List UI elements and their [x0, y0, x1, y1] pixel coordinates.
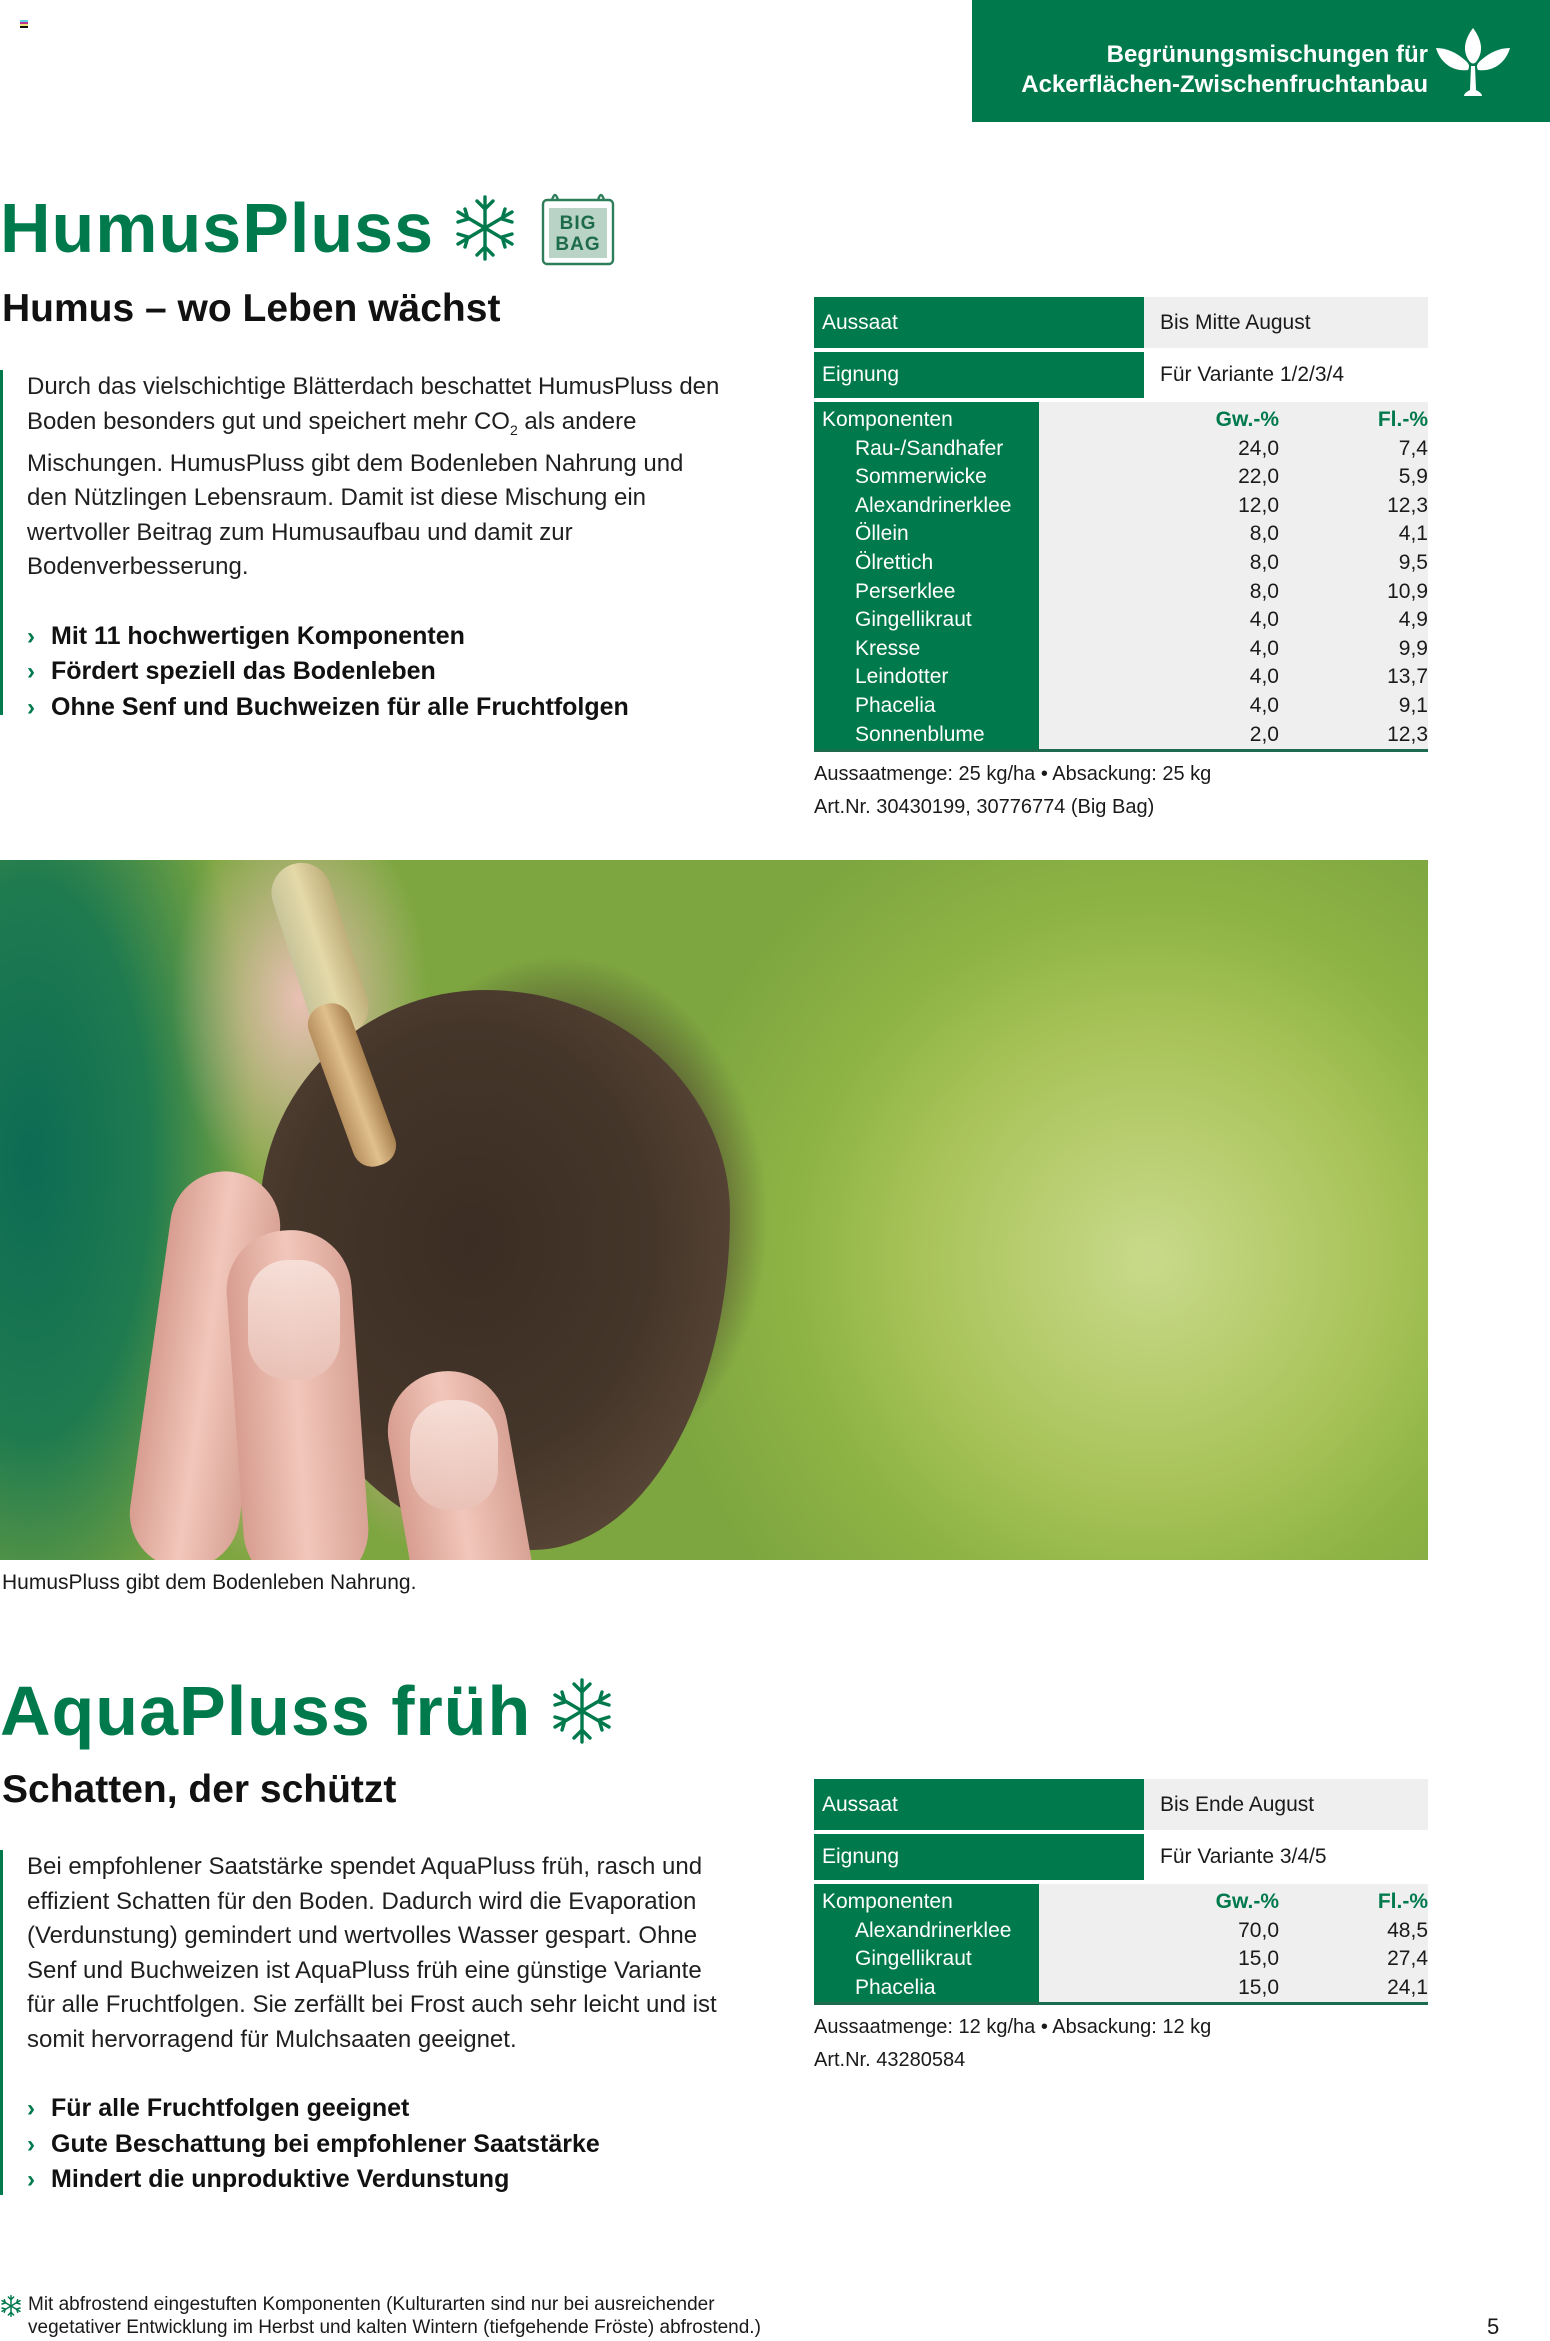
chevron-right-icon: ›	[27, 658, 35, 686]
svg-text:BIG: BIG	[559, 213, 597, 234]
spec-value: Für Variante 3/4/5	[1144, 1834, 1428, 1880]
chevron-right-icon: ›	[27, 2130, 35, 2158]
product-subtitle: Humus – wo Leben wächst	[2, 287, 501, 330]
components-values	[1039, 402, 1428, 749]
banner-title-line2: Ackerflächen-Zwischenfruchtanbau	[1021, 71, 1428, 98]
components-names	[814, 1884, 1039, 2002]
component-values-row: 15,0 24,1	[1238, 1975, 1428, 1999]
category-banner	[972, 0, 1550, 122]
soil-roots-photo	[0, 860, 1428, 1560]
components-names	[814, 402, 1039, 749]
component-name: Perserklee	[855, 579, 956, 603]
component-name: Phacelia	[855, 1975, 936, 1999]
feature-item: › Für alle Fruchtfolgen geeignet	[27, 2091, 727, 2127]
feature-item: › Mindert die unproduktive Verdunstung	[27, 2162, 727, 2198]
feature-item: › Fördert speziell das Bodenleben	[27, 654, 727, 690]
big-bag-icon	[540, 190, 616, 266]
svg-text:BAG: BAG	[555, 234, 601, 255]
component-name: Phacelia	[855, 693, 936, 717]
spec-row-eignung	[814, 352, 1428, 398]
product-description: Bei empfohlener Saatstärke spendet AquaPluss früh, rasch und effizient Schatten für den Boden. Dadurch wird die Evaporation (Verdunstung) gemindert und wertvolles Wasser gespart. Ohne Senf und Buchweizen ist AquaPluss früh eine günstige Variante für alle Fruchtfolgen. Sie zerfällt bei Frost auch sehr leicht und ist somit hervorragend für Mulchsaaten geeignet.	[27, 1853, 717, 2053]
product-title-text: AquaPluss früh	[0, 1672, 532, 1750]
component-values-row: 4,0 4,9	[1249, 608, 1428, 632]
component-values-row: 15,0 27,4	[1238, 1947, 1428, 1971]
product-description-block	[0, 1850, 727, 2195]
components-table	[814, 402, 1428, 752]
product-title-aquapluss	[0, 1672, 613, 1750]
component-values-row: 8,0 4,1	[1249, 522, 1428, 546]
component-values-row: 12,0 12,3	[1238, 493, 1428, 517]
spec-footer	[814, 2011, 1428, 2077]
component-values-row: 8,0 10,9	[1249, 579, 1428, 603]
spec-label: Aussaat	[814, 1779, 1144, 1830]
component-name: Alexandrinerklee	[855, 1918, 1012, 1942]
component-name: Gingellikraut	[855, 1947, 972, 1971]
spec-label: Eignung	[814, 352, 1144, 398]
spec-value: Bis Ende August	[1144, 1779, 1428, 1830]
spec-footer	[814, 758, 1428, 824]
components-column-headers	[1039, 1888, 1428, 1917]
components-table	[814, 1884, 1428, 2005]
components-values	[1039, 1884, 1428, 2002]
spec-table-aquapluss	[814, 1779, 1428, 2077]
snowflake-icon	[551, 1678, 613, 1744]
product-subtitle: Schatten, der schützt	[2, 1768, 397, 1811]
spec-row-aussaat	[814, 1779, 1428, 1830]
component-values-row: 24,0 7,4	[1238, 436, 1428, 460]
components-header: Komponenten	[822, 408, 953, 431]
footnote-line: Mit abfrostend eingestuften Komponenten (Kulturarten sind nur bei ausreichender	[28, 2294, 715, 2315]
feature-list	[27, 2091, 727, 2198]
component-name: Gingellikraut	[855, 608, 972, 632]
component-values-row: 2,0 12,3	[1249, 722, 1428, 746]
fingernail	[410, 1400, 498, 1510]
big-bag-badge	[540, 190, 616, 266]
component-values-row: 4,0 9,1	[1249, 693, 1428, 717]
component-name: Leindotter	[855, 665, 949, 689]
column-header-fl: Fl.-%	[1377, 1890, 1428, 1913]
photo-caption: HumusPluss gibt dem Bodenleben Nahrung.	[2, 1571, 417, 1594]
component-name: Sommerwicke	[855, 465, 987, 489]
component-name: Ölrettich	[855, 550, 934, 574]
feature-item: › Mit 11 hochwertigen Komponenten	[27, 619, 727, 655]
feature-item: › Ohne Senf und Buchweizen für alle Fruchtfolgen	[27, 690, 727, 726]
product-title-humuspluss	[0, 190, 616, 266]
product-title-text: HumusPluss	[0, 189, 434, 267]
component-values-row: 4,0 13,7	[1249, 665, 1428, 689]
seed-rate-text: Aussaatmenge: 12 kg/ha • Absackung: 12 kg	[814, 2016, 1212, 2039]
fingernail	[248, 1260, 340, 1380]
spec-label: Aussaat	[814, 297, 1144, 348]
article-number-text: Art.Nr. 43280584	[814, 2049, 966, 2072]
component-name: Sonnenblume	[855, 722, 985, 746]
components-header: Komponenten	[822, 1890, 953, 1913]
spec-label: Eignung	[814, 1834, 1144, 1880]
components-column-headers	[1039, 406, 1428, 435]
footnote-line: vegetativer Entwicklung im Herbst und kalten Wintern (tiefgehende Fröste) abfrostend.)	[28, 2317, 761, 2338]
frost-footnote	[0, 2293, 761, 2339]
leaf-plant-icon	[1434, 26, 1512, 102]
product-description-block	[0, 370, 727, 721]
spec-table-humuspluss	[814, 297, 1428, 824]
chevron-right-icon: ›	[27, 2095, 35, 2122]
spec-value: Bis Mitte August	[1144, 297, 1428, 348]
seed-rate-text: Aussaatmenge: 25 kg/ha • Absackung: 25 kg	[814, 763, 1212, 786]
page-number: 5	[1487, 2314, 1500, 2339]
article-number-text: Art.Nr. 30430199, 30776774 (Big Bag)	[814, 796, 1155, 819]
chevron-right-icon: ›	[27, 2166, 35, 2193]
spec-row-aussaat	[814, 297, 1428, 348]
component-name: Öllein	[855, 522, 909, 546]
component-values-row: 22,0 5,9	[1238, 465, 1428, 489]
banner-title	[1021, 40, 1428, 100]
snowflake-icon	[454, 195, 516, 261]
column-header-gw: Gw.-%	[1215, 408, 1279, 431]
column-header-gw: Gw.-%	[1215, 1890, 1279, 1913]
banner-title-line1: Begrünungsmischungen für	[1106, 41, 1428, 68]
chevron-right-icon: ›	[27, 622, 35, 650]
component-name: Kresse	[855, 636, 921, 660]
snowflake-icon	[0, 2295, 22, 2317]
component-values-row: 8,0 9,5	[1249, 550, 1428, 574]
feature-item: › Gute Beschattung bei empfohlener Saatstärke	[27, 2127, 727, 2163]
feature-list	[27, 619, 727, 726]
component-values-row: 4,0 9,9	[1249, 636, 1428, 660]
spec-row-eignung	[814, 1834, 1428, 1880]
spec-value: Für Variante 1/2/3/4	[1144, 352, 1428, 398]
component-name: Rau-/Sandhafer	[855, 436, 1004, 460]
column-header-fl: Fl.-%	[1377, 408, 1428, 431]
component-values-row: 70,0 48,5	[1238, 1918, 1428, 1942]
print-registration-mark	[20, 20, 28, 28]
chevron-right-icon: ›	[27, 693, 35, 721]
product-description: Durch das vielschichtige Blätterdach beschattet HumusPluss den Boden besonders gut und speichert mehr $CO_2$ als andere Mischungen. HumusPluss gibt dem Bodenleben Nahrung und den Nützlingen Lebensraum. Damit ist diese Mischung ein wertvoller Beitrag zum Humusaufbau und damit zur Bodenverbesserung.	[27, 373, 720, 581]
component-name: Alexandrinerklee	[855, 493, 1012, 517]
